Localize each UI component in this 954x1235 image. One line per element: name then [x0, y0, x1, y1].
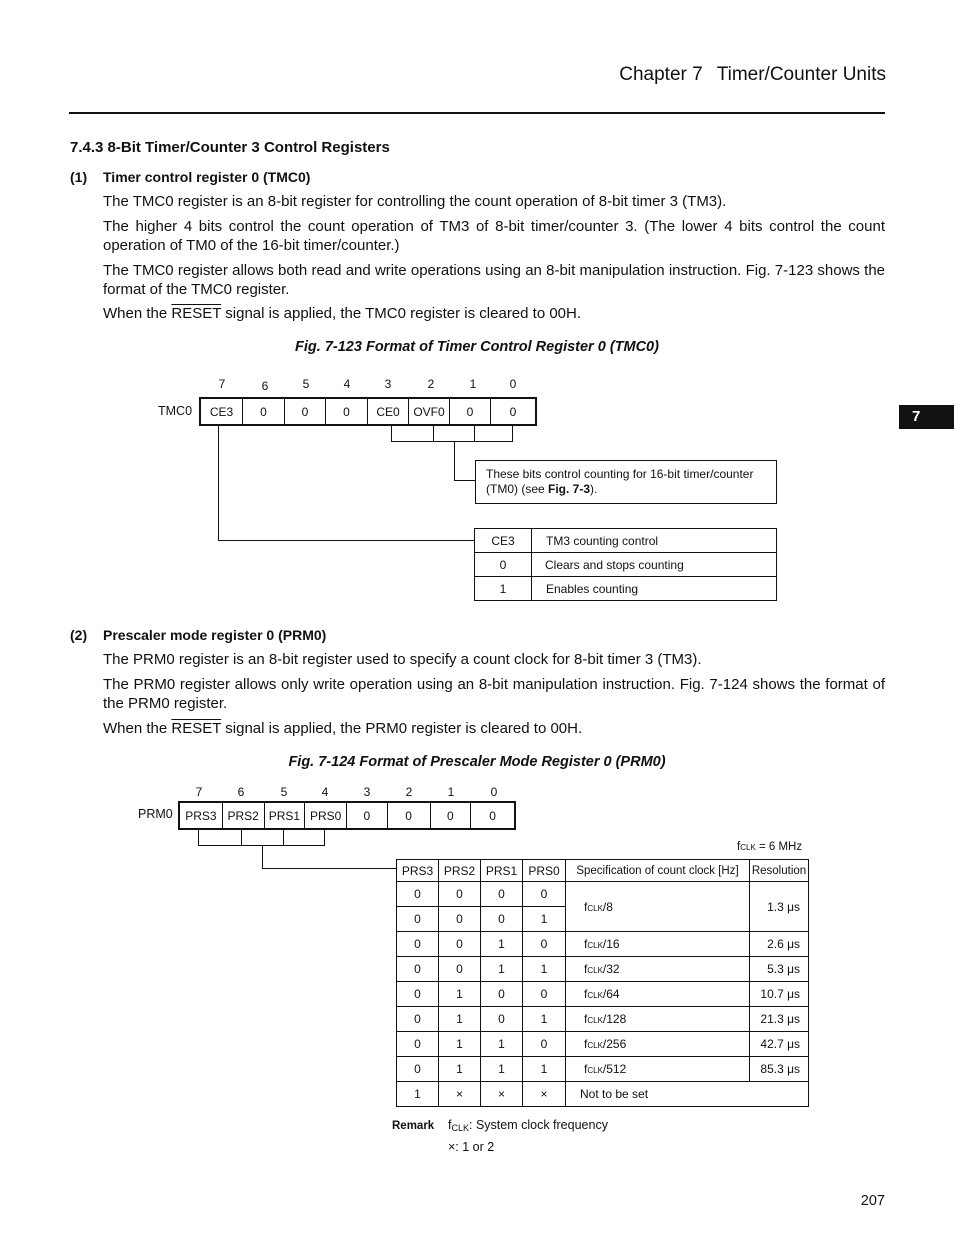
bit-cell: 0 [509, 404, 517, 419]
bit-number: 2 [405, 785, 413, 799]
table-cell: Not to be set [566, 1082, 809, 1107]
table-cell: 1 [523, 1057, 566, 1082]
text: When the [103, 305, 172, 322]
section-title: 7.4.3 8-Bit Timer/Counter 3 Control Registers [70, 139, 390, 156]
text: : System clock frequency [469, 1118, 608, 1132]
remark-line-2: ×: 1 or 2 [448, 1140, 495, 1154]
table-cell: 0 [397, 982, 439, 1007]
table-cell: 0 [523, 982, 566, 1007]
table-cell: 1 [481, 932, 523, 957]
bit-number: 4 [321, 785, 329, 799]
table-cell: 0 [481, 882, 523, 907]
table-cell: × [481, 1082, 523, 1107]
resolution-cell: 10.7 μs [750, 982, 809, 1007]
table-cell: 1 [481, 957, 523, 982]
bit-number: 3 [363, 785, 371, 799]
subscript: CLK [587, 941, 603, 950]
bit-cell: 0 [243, 399, 285, 424]
paragraph: The TMC0 register is an 8-bit register for controlling the count operation of 8-bit timer 3 (TM3). [103, 193, 727, 210]
table-cell: 0 [481, 1007, 523, 1032]
table-cell: 0 [481, 907, 523, 932]
chapter-side-tab: 7 [899, 405, 954, 429]
text: /32 [602, 962, 620, 976]
table-cell: 1 [481, 1057, 523, 1082]
table-cell: 0 [439, 932, 481, 957]
register-label: TMC0 [158, 404, 193, 418]
reset-signal: RESET [171, 305, 222, 322]
text: /128 [602, 1012, 627, 1026]
bit-cell: 0 [489, 808, 496, 823]
table-cell: 1 [439, 1007, 481, 1032]
table-row [397, 932, 809, 957]
bit-number: 7 [195, 785, 203, 799]
fclk-frequency-note [737, 841, 802, 853]
note-text: These bits control counting for 16-bit timer/counter (TM0) (see [486, 467, 754, 496]
figure-caption: Fig. 7-124 Format of Prescaler Mode Register 0 (PRM0) [288, 754, 666, 770]
table-cell: 0 [397, 957, 439, 982]
table-cell: 1 [439, 1057, 481, 1082]
resolution-cell: 42.7 μs [750, 1032, 809, 1057]
table-cell: 1 [475, 577, 532, 601]
bit-cell: 0 [388, 803, 431, 828]
clock-spec-cell [566, 1007, 750, 1032]
subsection-2-number: (2) [70, 627, 88, 643]
bit-cell: CE3 [201, 399, 243, 424]
resolution-cell: 85.3 μs [750, 1057, 809, 1082]
table-cell: 0 [481, 982, 523, 1007]
bit-cell: PRS0 [305, 803, 347, 828]
prm0-clock-table [396, 859, 809, 1107]
connector-line [241, 830, 242, 846]
bit-cell: 0 [450, 399, 491, 424]
bit-cell: OVF0 [409, 399, 450, 424]
text: /16 [602, 937, 620, 951]
table-header: CE3 [475, 529, 532, 553]
bit-cell: PRS3 [180, 803, 223, 828]
table-row [397, 982, 809, 1007]
text: f [584, 899, 588, 914]
table-row [397, 1007, 809, 1032]
bit-number: 3 [384, 377, 392, 391]
text: /512 [602, 1062, 627, 1076]
bit-number: 0 [490, 785, 498, 799]
table-cell: 1 [523, 1007, 566, 1032]
register-label: PRM0 [138, 807, 173, 821]
text: f [584, 937, 588, 951]
table-header: Resolution [750, 860, 809, 882]
subscript: CLK [587, 991, 603, 1000]
resolution-cell: 5.3 μs [750, 957, 809, 982]
text: f [448, 1118, 452, 1132]
connector-line [324, 830, 325, 846]
subscript: CLK [587, 1066, 603, 1075]
text: /256 [602, 1037, 627, 1051]
bit-cell: CE0 [368, 399, 409, 424]
bit-number: 4 [343, 377, 351, 391]
table-cell: 0 [475, 553, 532, 577]
chapter-number: Chapter 7 [619, 64, 703, 85]
table-header: PRS0 [523, 860, 566, 882]
clock-spec-cell [566, 957, 750, 982]
table-cell: 0 [523, 882, 566, 907]
table-cell: 0 [397, 1057, 439, 1082]
subsection-1-number: (1) [70, 169, 88, 185]
table-row [397, 882, 809, 907]
table-cell: 1 [481, 1032, 523, 1057]
bit-number: 7 [218, 377, 226, 391]
text: f [584, 987, 588, 1001]
text: signal is applied, the TMC0 register is cleared to 00H. [221, 305, 582, 322]
table-cell: 0 [397, 882, 439, 907]
subscript: CLK [587, 966, 603, 975]
table-row [397, 1082, 809, 1107]
note-text: ). [590, 482, 598, 496]
connector-line [283, 830, 284, 846]
text: = 6 MHz [755, 841, 803, 853]
chapter-title: Timer/Counter Units [716, 64, 886, 85]
prm0-register-box [178, 801, 516, 830]
bit-number: 5 [280, 785, 288, 799]
text: f [584, 962, 588, 976]
table-header: PRS1 [481, 860, 523, 882]
table-header: PRS2 [439, 860, 481, 882]
text: When the [103, 720, 172, 737]
bit-number: 1 [469, 377, 477, 391]
page-number: 207 [860, 1193, 885, 1209]
text: f [584, 1062, 588, 1076]
table-cell: 0 [397, 932, 439, 957]
table-cell: × [523, 1082, 566, 1107]
figure-caption: Fig. 7-123 Format of Timer Control Register 0 (TMC0) [295, 339, 659, 355]
bit-cell: 0 [326, 399, 368, 424]
table-cell: 0 [397, 907, 439, 932]
table-cell: 0 [523, 1032, 566, 1057]
text: /8 [602, 899, 613, 914]
table-cell: 1 [397, 1082, 439, 1107]
clock-spec-cell [566, 982, 750, 1007]
reset-signal: RESET [171, 720, 222, 737]
bit-cell: PRS1 [265, 803, 306, 828]
connector-line [262, 845, 263, 869]
bit-cell: 0 [285, 399, 326, 424]
connector-line [198, 830, 199, 846]
subscript: CLK [587, 903, 603, 913]
paragraph: The PRM0 register allows only write operation using an 8-bit manipulation instruction. Fig. 7-124 shows the format of the PRM0 register. [103, 676, 885, 712]
text: /64 [602, 987, 620, 1001]
bit-number: 6 [261, 379, 269, 393]
clock-spec-cell [566, 882, 750, 932]
table-cell: Clears and stops counting [532, 553, 777, 577]
table-cell: Enables counting [532, 577, 777, 601]
connector-line [262, 868, 396, 869]
clock-spec-cell [566, 932, 750, 957]
table-row [397, 957, 809, 982]
table-cell: 1 [439, 982, 481, 1007]
table-cell: 0 [439, 957, 481, 982]
table-row [397, 1032, 809, 1057]
bit-cell: 0 [347, 803, 388, 828]
text: signal is applied, the PRM0 register is cleared to 00H. [221, 720, 583, 737]
subscript: CLK [740, 843, 756, 852]
subscript: CLK [451, 1123, 469, 1133]
table-header: PRS3 [397, 860, 439, 882]
table-cell: 1 [523, 957, 566, 982]
table-cell: 0 [523, 932, 566, 957]
table-cell: 0 [397, 1032, 439, 1057]
table-header: TM3 counting control [532, 529, 777, 553]
bit-number: 2 [427, 377, 435, 391]
resolution-cell: 2.6 μs [750, 932, 809, 957]
bit-cell: PRS2 [223, 803, 265, 828]
paragraph: The TMC0 register allows both read and write operations using an 8-bit manipulation instruction. Fig. 7-123 shows the format of the TMC0 register. [103, 262, 885, 298]
table-cell: 0 [439, 882, 481, 907]
clock-spec-cell [566, 1057, 750, 1082]
text: f [584, 1037, 588, 1051]
subscript: CLK [587, 1016, 603, 1025]
figure-reference: Fig. 7-3 [548, 482, 591, 496]
bit-cell: 0 [431, 803, 472, 828]
subscript: CLK [587, 1041, 603, 1050]
paragraph: The higher 4 bits control the count operation of TM3 of 8-bit timer/counter 3. (The lower 4 bits control the count operation of TM0 of the 16-bit timer/counter.) [103, 218, 885, 254]
remark-label: Remark [392, 1120, 435, 1132]
text: f [584, 1012, 588, 1026]
bit-number: 6 [237, 785, 245, 799]
table-cell: 0 [439, 907, 481, 932]
resolution-cell: 1.3 μs [750, 882, 809, 932]
table-row [397, 1057, 809, 1082]
text: f [737, 841, 741, 853]
bit-number: 1 [447, 785, 455, 799]
table-cell: × [439, 1082, 481, 1107]
paragraph: The PRM0 register is an 8-bit register used to specify a count clock for 8-bit timer 3 (TM3). [103, 651, 702, 668]
table-cell: 1 [439, 1032, 481, 1057]
resolution-cell: 21.3 μs [750, 1007, 809, 1032]
remark [392, 1118, 608, 1133]
table-cell: 1 [523, 907, 566, 932]
bit-number: 0 [509, 377, 517, 391]
clock-spec-cell [566, 1032, 750, 1057]
table-cell: 0 [397, 1007, 439, 1032]
table-header: Specification of count clock [Hz] [566, 860, 750, 882]
subsection-1-title: Timer control register 0 (TMC0) [103, 169, 311, 185]
subsection-2-title: Prescaler mode register 0 (PRM0) [103, 627, 327, 643]
bit-number: 5 [302, 377, 310, 391]
